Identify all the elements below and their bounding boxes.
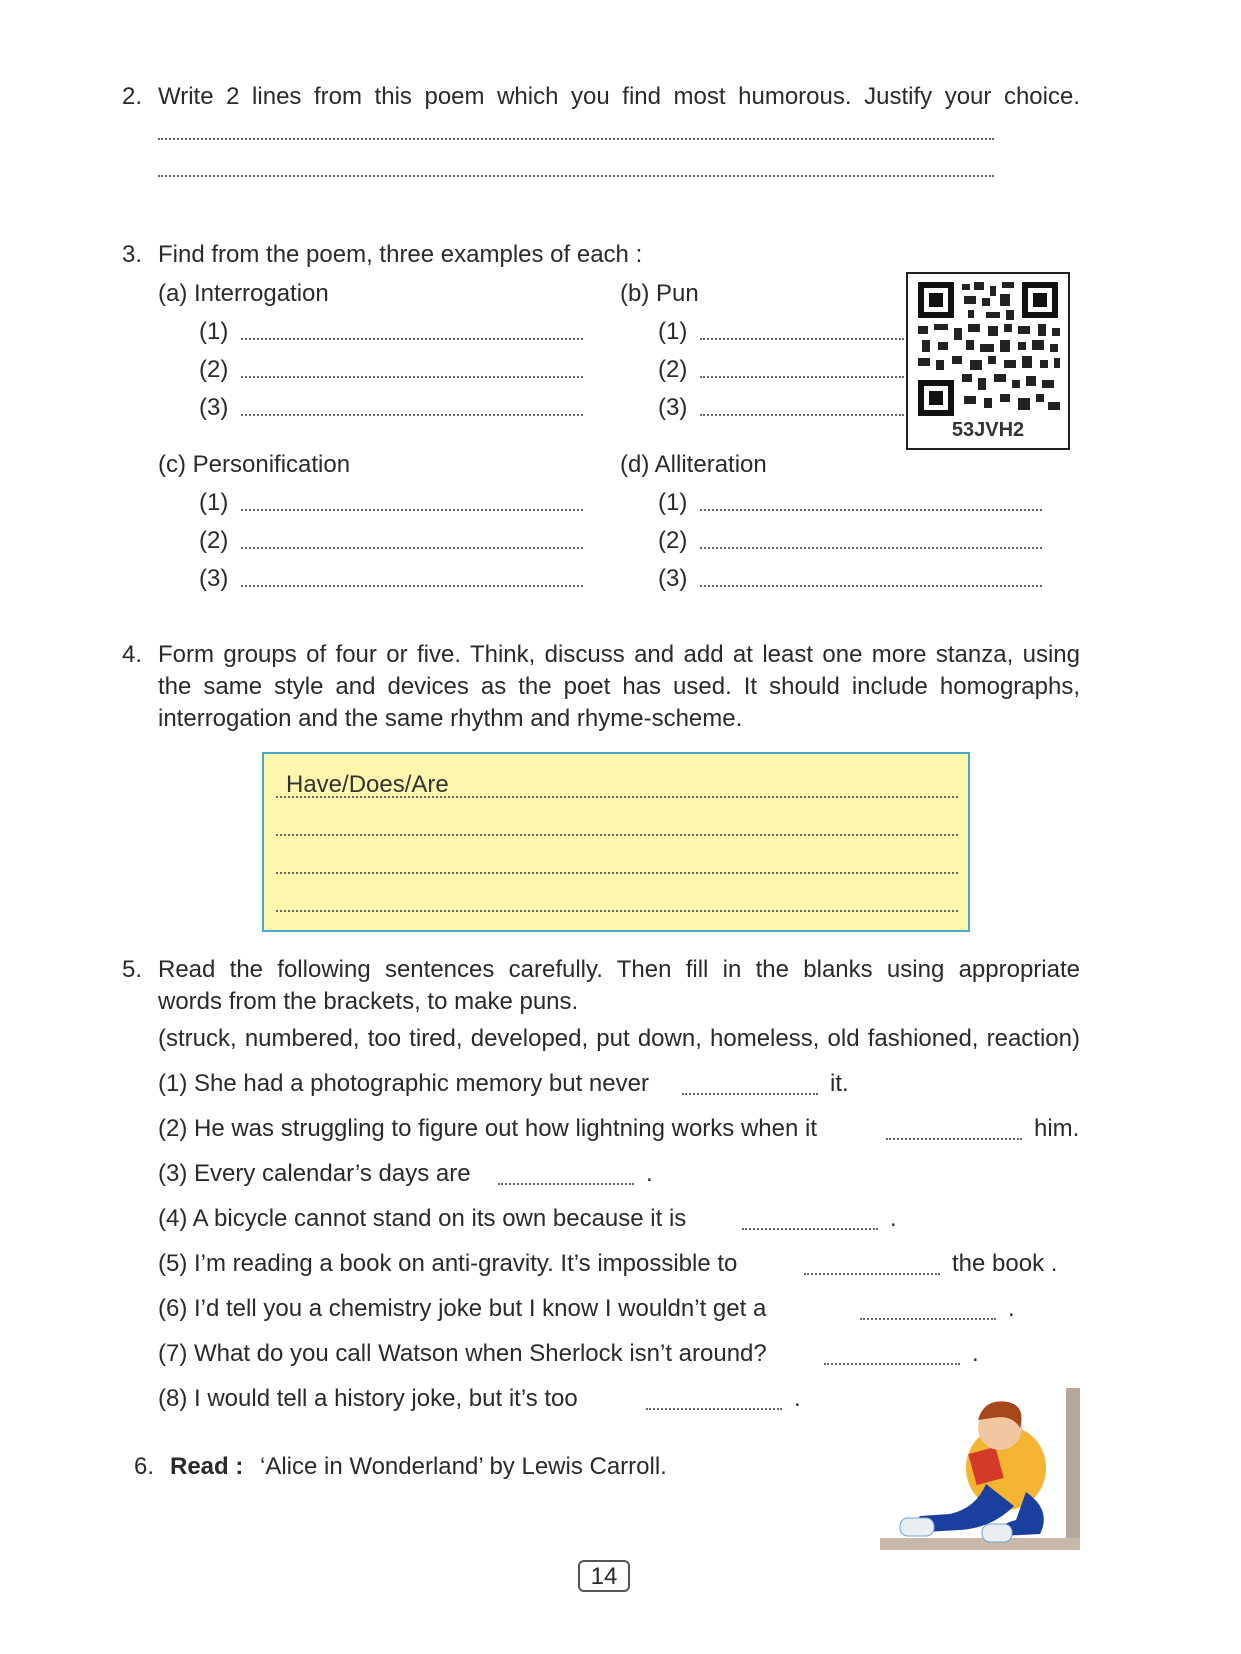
answer-line[interactable] [241,338,583,340]
item-label: (1) [199,318,229,345]
item-label: (3) [658,565,688,592]
stanza-writing-box[interactable] [262,752,970,932]
sentence-text: (8) I would tell a history joke, but it’s too [158,1385,578,1412]
item-label: (2) [199,356,229,383]
sentence-end: . [890,1205,897,1232]
sentence-text: (1) She had a photographic memory but never [158,1070,649,1097]
item-label: (2) [658,356,688,383]
blank[interactable] [646,1408,782,1410]
stanza-start-text: Have/Does/Are [286,771,449,798]
item-label: (1) [199,489,229,516]
sentence-end: him. [1034,1115,1080,1142]
writing-line[interactable] [276,796,958,798]
answer-line[interactable] [700,338,904,340]
sentence-end: . [1008,1295,1015,1322]
q5-number: 5. [122,956,143,983]
item-label: (1) [658,489,688,516]
q3-text: Find from the poem, three examples of each : [158,241,643,268]
q5-line: Read the following sentences carefully. Then fill in the blanks using appropriate [158,956,1080,983]
q5-word-bank: (struck, numbered, too tired, developed, put down, homeless, old fashioned, reaction) [158,1025,1080,1052]
blank[interactable] [886,1138,1022,1140]
item-label: (1) [658,318,688,345]
q3-part-a-label: (a) Interrogation [158,280,329,307]
answer-line[interactable] [241,585,583,587]
writing-line[interactable] [276,872,958,874]
item-label: (3) [658,394,688,421]
blank[interactable] [742,1228,878,1230]
q2-number: 2. [122,83,143,110]
writing-line[interactable] [276,910,958,912]
blank[interactable] [804,1273,940,1275]
sentence-end: . [972,1340,979,1367]
blank[interactable] [498,1183,634,1185]
q3-part-b-label: (b) Pun [620,280,699,307]
blank[interactable] [824,1363,960,1365]
blank[interactable] [682,1093,818,1095]
sentence-text: (2) He was struggling to figure out how lightning works when it [158,1115,817,1142]
qr-code-label: 53JVH2 [951,419,1025,441]
answer-line[interactable] [700,547,1042,549]
sentence-text: (7) What do you call Watson when Sherlock isn’t around? [158,1340,767,1367]
answer-line[interactable] [700,585,1042,587]
item-label: (3) [199,565,229,592]
answer-line[interactable] [700,509,1042,511]
item-label: (2) [658,527,688,554]
q2-text: Write 2 lines from this poem which you find most humorous. Justify your choice. [158,83,1080,110]
sentence-end: . [794,1385,801,1412]
qr-pattern-icon [908,274,1068,419]
q6-text: ‘Alice in Wonderland’ by Lewis Carroll. [260,1453,667,1480]
q3-part-d-label: (d) Alliteration [620,451,767,478]
q3-part-c-label: (c) Personification [158,451,351,478]
sentence-text: (5) I’m reading a book on anti-gravity. It’s impossible to [158,1250,738,1277]
q6-number: 6. [134,1453,155,1480]
answer-line[interactable] [241,376,583,378]
page-number: 14 [578,1560,630,1592]
sentence-text: (4) A bicycle cannot stand on its own because it is [158,1205,687,1232]
q5-line: words from the brackets, to make puns. [158,988,579,1015]
answer-line[interactable] [158,175,994,177]
boy-reading-illustration [880,1388,1080,1550]
q3-number: 3. [122,241,143,268]
sentence-end: the book . [952,1250,1058,1277]
q6-read-label: Read : [170,1453,244,1480]
sentence-text: (3) Every calendar’s days are [158,1160,471,1187]
sentence-end: it. [830,1070,849,1097]
answer-line[interactable] [700,376,904,378]
answer-line[interactable] [241,547,583,549]
q4-line: the same style and devices as the poet has used. It should include homographs, [158,673,1080,700]
answer-line[interactable] [241,414,583,416]
answer-line[interactable] [241,509,583,511]
answer-line[interactable] [158,138,994,140]
blank[interactable] [860,1318,996,1320]
answer-line[interactable] [700,414,904,416]
item-label: (3) [199,394,229,421]
sentence-text: (6) I’d tell you a chemistry joke but I know I wouldn’t get a [158,1295,767,1322]
q4-number: 4. [122,641,143,668]
q4-line: Form groups of four or five. Think, discuss and add at least one more stanza, using [158,641,1080,668]
qr-code[interactable] [906,272,1070,450]
sentence-end: . [646,1160,653,1187]
item-label: (2) [199,527,229,554]
q4-line: interrogation and the same rhythm and rhyme-scheme. [158,705,743,732]
writing-line[interactable] [276,834,958,836]
